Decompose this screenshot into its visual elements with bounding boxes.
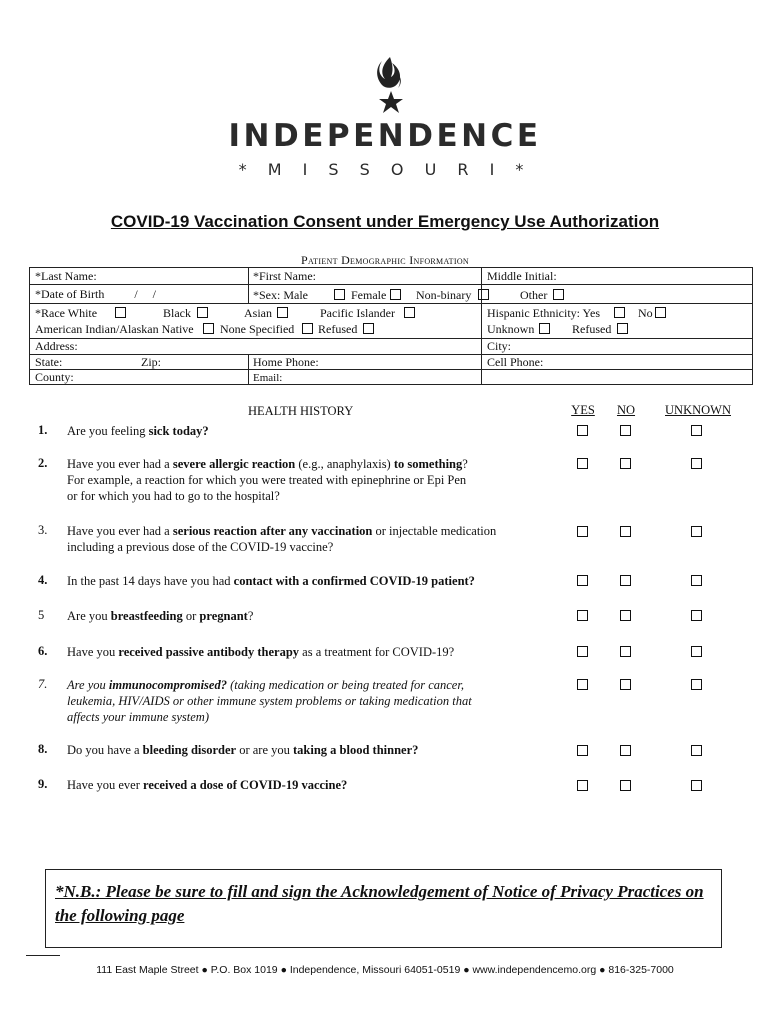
race-american-indian-checkbox[interactable]: [203, 323, 214, 334]
first-name-label: *First Name:: [253, 269, 316, 283]
state-label: State:: [35, 355, 63, 369]
q9-no-checkbox[interactable]: [620, 780, 631, 791]
address-label: Address:: [35, 339, 78, 353]
city-label: City:: [487, 339, 512, 353]
q8-yes-checkbox[interactable]: [577, 745, 588, 756]
q4-unknown-checkbox[interactable]: [691, 575, 702, 586]
question-3: Have you ever had a serious reaction after any vaccination or injectable medication including a previous dose of the COVID-19 vaccine?: [67, 524, 497, 554]
question-9: Have you ever received a dose of COVID-19 vaccine?: [67, 778, 348, 792]
hispanic-no-label: No: [638, 306, 653, 320]
hispanic-no-checkbox[interactable]: [655, 307, 666, 318]
sex-label: *Sex: Male: [253, 288, 308, 302]
demographics-table: [29, 267, 753, 385]
sex-nonbinary-checkbox[interactable]: [478, 289, 489, 300]
race-pacific-label: Pacific Islander: [320, 306, 395, 320]
race-refused-checkbox[interactable]: [363, 323, 374, 334]
email-label: Email:: [253, 372, 283, 384]
race-label: *Race White: [35, 306, 98, 320]
health-history-heading: HEALTH HISTORY: [248, 404, 354, 418]
question-number: 9.: [38, 777, 48, 791]
race-black-label: Black: [163, 306, 191, 320]
col-yes-header: YES: [571, 403, 595, 417]
q1-yes-checkbox[interactable]: [577, 425, 588, 436]
question-number: 6.: [38, 644, 48, 658]
question-4: In the past 14 days have you had contact with a confirmed COVID-19 patient?: [67, 574, 475, 588]
col-unknown-header: UNKNOWN: [665, 403, 731, 417]
question-7: Are you immunocompromised? (taking medication or being treated for cancer, leukemia, HIV/AIDS or other immune system problems or taking medication that affects your immune system): [67, 678, 472, 724]
q6-unknown-checkbox[interactable]: [691, 646, 702, 657]
sex-nonbinary-label: Non-binary: [416, 288, 472, 302]
cell-phone-label: Cell Phone:: [487, 355, 544, 369]
footer-contact: 111 East Maple Street ● P.O. Box 1019 ● Independence, Missouri 64051-0519 ● www.independencemo.org ● 816-325-7000: [96, 964, 674, 976]
q8-no-checkbox[interactable]: [620, 745, 631, 756]
question-5: Are you breastfeeding or pregnant?: [67, 609, 254, 623]
q8-unknown-checkbox[interactable]: [691, 745, 702, 756]
q2-yes-checkbox[interactable]: [577, 458, 588, 469]
race-asian-checkbox[interactable]: [277, 307, 288, 318]
race-none-label: None Specified: [220, 322, 295, 336]
q6-no-checkbox[interactable]: [620, 646, 631, 657]
sex-other-label: Other: [520, 288, 548, 302]
dob-label: *Date of Birth / /: [35, 287, 156, 301]
hispanic-unknown-label: Unknown: [487, 322, 535, 336]
q3-no-checkbox[interactable]: [620, 526, 631, 537]
question-6: Have you received passive antibody therapy as a treatment for COVID-19?: [67, 645, 455, 659]
q5-unknown-checkbox[interactable]: [691, 610, 702, 621]
q1-unknown-checkbox[interactable]: [691, 425, 702, 436]
question-number: 1.: [38, 423, 48, 437]
question-number: 2.: [38, 456, 48, 470]
county-label: County:: [35, 370, 74, 384]
q3-unknown-checkbox[interactable]: [691, 526, 702, 537]
brand-name: INDEPENDENCE: [228, 118, 542, 154]
race-black-checkbox[interactable]: [197, 307, 208, 318]
question-8: Do you have a bleeding disorder or are you taking a blood thinner?: [67, 743, 419, 757]
question-number: 4.: [38, 573, 48, 587]
q9-yes-checkbox[interactable]: [577, 780, 588, 791]
question-number: 7.: [38, 677, 48, 691]
hispanic-label: Hispanic Ethnicity: Yes: [487, 306, 600, 320]
q7-no-checkbox[interactable]: [620, 679, 631, 690]
col-no-header: NO: [616, 403, 636, 417]
q5-yes-checkbox[interactable]: [577, 610, 588, 621]
q5-no-checkbox[interactable]: [620, 610, 631, 621]
demographics-heading: Patient Demographic Information: [301, 253, 469, 267]
q7-unknown-checkbox[interactable]: [691, 679, 702, 690]
question-number: 5: [38, 608, 45, 622]
q4-yes-checkbox[interactable]: [577, 575, 588, 586]
q6-yes-checkbox[interactable]: [577, 646, 588, 657]
sex-female-checkbox[interactable]: [390, 289, 401, 300]
q3-yes-checkbox[interactable]: [577, 526, 588, 537]
q2-no-checkbox[interactable]: [620, 458, 631, 469]
race-white-checkbox[interactable]: [115, 307, 126, 318]
question-1: Are you feeling sick today?: [67, 424, 209, 438]
question-2: Have you ever had a severe allergic reaction (e.g., anaphylaxis) to something? For example, a reaction for which you were treated with epinephrine or Epi Pen or for which you had to go to the hospital?: [67, 457, 468, 503]
hispanic-refused-checkbox[interactable]: [617, 323, 628, 334]
last-name-label: *Last Name:: [35, 269, 97, 283]
sex-other-checkbox[interactable]: [553, 289, 564, 300]
middle-initial-label: Middle Initial:: [487, 269, 557, 283]
race-american-indian-label: American Indian/Alaskan Native: [35, 322, 194, 336]
q2-unknown-checkbox[interactable]: [691, 458, 702, 469]
q4-no-checkbox[interactable]: [620, 575, 631, 586]
q9-unknown-checkbox[interactable]: [691, 780, 702, 791]
sex-female-label: Female: [351, 288, 387, 302]
home-phone-label: Home Phone:: [253, 355, 319, 369]
hispanic-yes-checkbox[interactable]: [614, 307, 625, 318]
brand-subtitle: * M I S S O U R I *: [238, 160, 532, 179]
race-none-checkbox[interactable]: [302, 323, 313, 334]
sex-male-checkbox[interactable]: [334, 289, 345, 300]
q1-no-checkbox[interactable]: [620, 425, 631, 436]
zip-label: Zip:: [141, 355, 161, 369]
q7-yes-checkbox[interactable]: [577, 679, 588, 690]
question-number: 8.: [38, 742, 48, 756]
race-asian-label: Asian: [244, 306, 272, 320]
flame-star-logo-icon: [368, 55, 414, 115]
footer-rule: [26, 955, 60, 956]
document-title: COVID-19 Vaccination Consent under Emergency Use Authorization: [110, 212, 660, 231]
question-number: 3.: [38, 523, 48, 537]
privacy-notice-text: *N.B.: Please be sure to fill and sign the Acknowledgement of Notice of Privacy Practices on the following page: [55, 882, 704, 925]
hispanic-unknown-checkbox[interactable]: [539, 323, 550, 334]
hispanic-refused-label: Refused: [572, 322, 612, 336]
race-refused-label: Refused: [318, 322, 358, 336]
race-pacific-checkbox[interactable]: [404, 307, 415, 318]
